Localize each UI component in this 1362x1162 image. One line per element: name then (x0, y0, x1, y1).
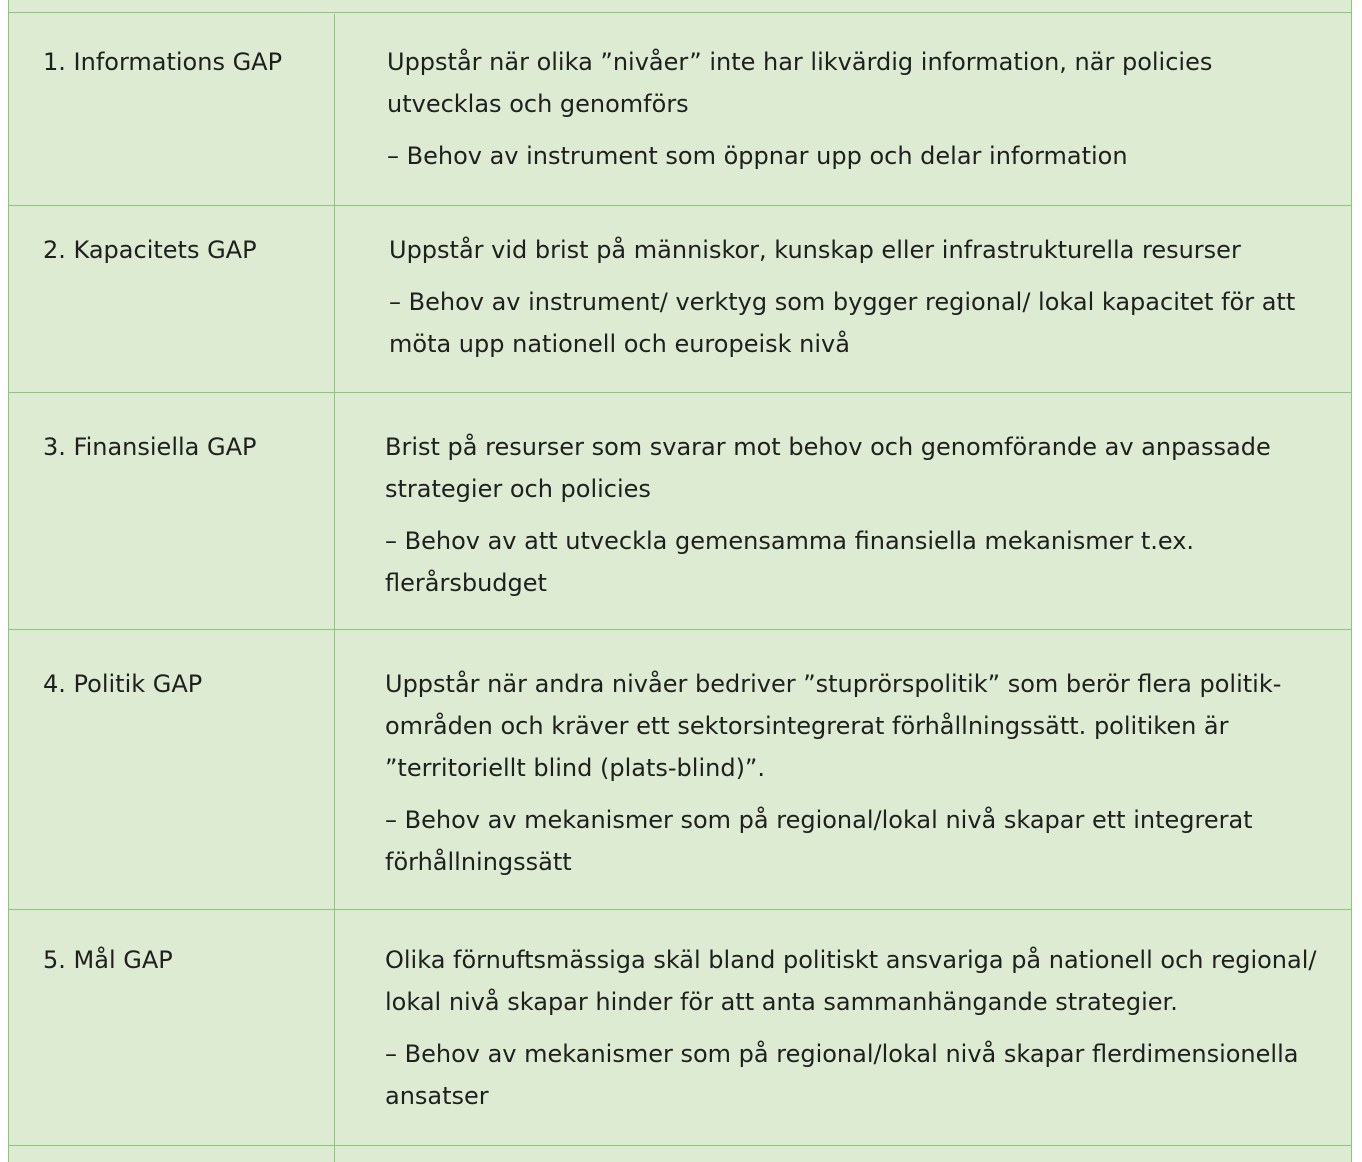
gap-need: – Behov av instrument/ verktyg som bygger regional/ lokal kapacitet för att möta upp nationell och europeisk nivå (389, 288, 1296, 358)
gap-problem: Uppstår när andra nivåer bedriver ”stuprörspolitik” som berör flera politik- områden och kräver ett sektorsintegrerat förhållningssätt. politiken är ”territoriellt blind (plats-blind)”. (385, 670, 1282, 782)
gap-label: 5. Mål GAP (43, 946, 173, 974)
table-row-cutoff (9, 1146, 1351, 1162)
gap-description (387, 41, 1327, 187)
gap-label: 4. Politik GAP (43, 670, 203, 698)
gap-label: 1. Informations GAP (43, 48, 283, 76)
table-row-3 (9, 393, 1351, 630)
gap-description (385, 939, 1325, 1127)
table-row-2 (9, 206, 1351, 393)
table-row-4 (9, 630, 1351, 910)
gap-need: – Behov av att utveckla gemensamma finansiella mekanismer t.ex. flerårsbudget (385, 527, 1195, 597)
gap-need: – Behov av mekanismer som på regional/lokal nivå skapar ett integrerat förhållningssätt (385, 806, 1253, 876)
table-row-1 (9, 13, 1351, 206)
gap-description (389, 229, 1329, 375)
gap-label: 3. Finansiella GAP (43, 433, 257, 461)
gap-need: – Behov av mekanismer som på regional/lokal nivå skapar flerdimensionella ansatser (385, 1040, 1299, 1110)
gap-problem: Uppstår vid brist på människor, kunskap eller infrastrukturella resurser (389, 236, 1241, 264)
gap-problem: Uppstår när olika ”nivåer” inte har likvärdig information, när policies utvecklas och genomförs (387, 48, 1213, 118)
gap-table (8, 0, 1352, 1162)
gap-problem: Olika förnuftsmässiga skäl bland politiskt ansvariga på nationell och regional/ lokal nivå skapar hinder för att anta sammanhängande strategier. (385, 946, 1317, 1016)
gap-description (385, 426, 1325, 614)
gap-description (385, 663, 1325, 893)
table-row-5 (9, 910, 1351, 1146)
gap-problem: Brist på resurser som svarar mot behov och genomförande av anpassade strategier och policies (385, 433, 1271, 503)
gap-need: – Behov av instrument som öppnar upp och delar information (387, 142, 1128, 170)
gap-label: 2. Kapacitets GAP (43, 236, 257, 264)
